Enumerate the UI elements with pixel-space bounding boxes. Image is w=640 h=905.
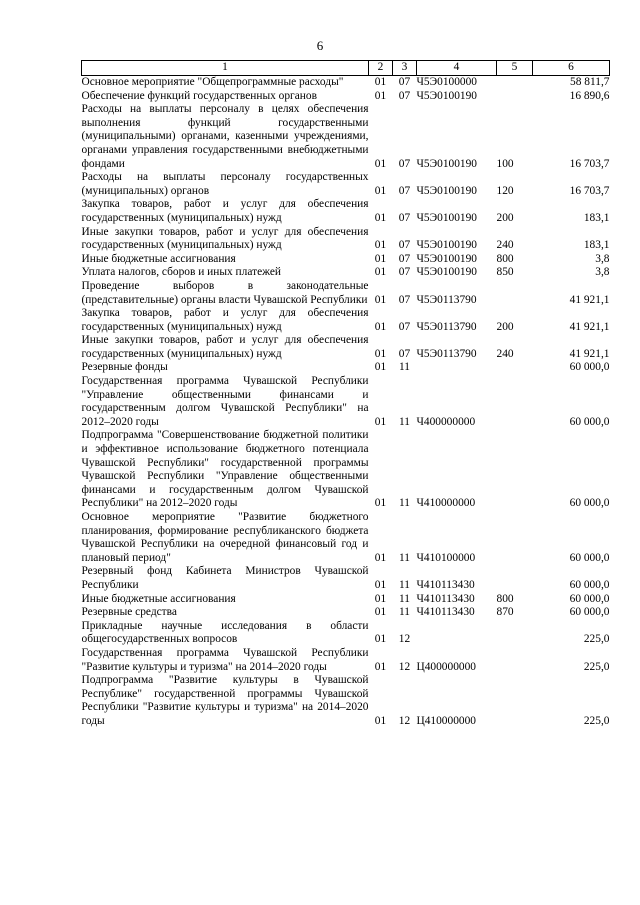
table-row [82, 103, 610, 171]
row-subsection: 07 [398, 347, 411, 360]
row-name: Резервные средства [81, 606, 177, 619]
header-col-1: 1 [82, 61, 369, 76]
row-amount: 41 921,1 [569, 347, 610, 360]
row-name: Иные бюджетные ассигнования [81, 592, 236, 605]
row-section: 01 [374, 361, 387, 374]
row-name: Иные закупки товаров, работ и услуг для обеспечения государственных (муниципальных) нужд [81, 334, 369, 360]
table-row [82, 361, 610, 375]
row-section: 01 [374, 497, 387, 510]
table-row [82, 620, 610, 647]
row-name: Иные закупки товаров, работ и услуг для обеспечения государственных (муниципальных) нужд [81, 225, 369, 252]
table-row [82, 429, 610, 511]
row-expense-type: 200 [496, 320, 514, 333]
row-amount: 60 000,0 [569, 592, 610, 605]
row-subsection: 11 [399, 578, 410, 591]
row-name: Основное мероприятие "Развитие бюджетного планирования, формирование республиканского бюджета Чувашской Республики на очередной финансовый год и плановый период" [81, 511, 369, 564]
row-amount: 41 921,1 [569, 320, 610, 333]
row-target-article: Ч5Э0100190 [416, 266, 477, 279]
page-number: 6 [316, 38, 324, 53]
row-target-article: Ч410113430 [416, 578, 475, 591]
row-expense-type: 800 [496, 252, 514, 265]
row-amount: 16 703,7 [569, 184, 610, 197]
row-expense-type: 100 [496, 157, 514, 170]
row-target-article: Ч410000000 [416, 497, 476, 510]
row-section: 01 [374, 184, 387, 197]
row-amount: 183,1 [583, 211, 610, 224]
row-amount: 60 000,0 [569, 415, 610, 428]
row-subsection: 07 [398, 76, 411, 88]
table-row [82, 90, 610, 104]
row-name: Закупка товаров, работ и услуг для обеспечения государственных (муниципальных) нужд [81, 307, 369, 333]
row-subsection: 07 [398, 184, 411, 197]
row-subsection: 07 [398, 252, 411, 265]
row-amount: 60 000,0 [569, 361, 610, 374]
row-name: Основное мероприятие "Общепрограммные расходы" [81, 76, 344, 88]
row-section: 01 [374, 76, 387, 88]
row-amount: 58 811,7 [570, 76, 610, 88]
row-subsection: 12 [398, 660, 411, 673]
row-target-article: Ч410100000 [416, 551, 476, 564]
row-section: 01 [374, 293, 387, 306]
row-target-article: Ч5Э0100190 [416, 157, 477, 170]
row-target-article: Ч5Э0100000 [416, 76, 477, 88]
row-amount: 183,1 [583, 239, 610, 252]
row-target-article: Ч400000000 [416, 415, 476, 428]
row-target-article [417, 361, 497, 375]
row-target-article: Ч5Э0113790 [416, 320, 477, 333]
row-subsection: 12 [398, 714, 411, 727]
row-section: 01 [374, 551, 387, 564]
row-section: 01 [374, 157, 387, 170]
row-expense-type [497, 375, 533, 429]
table-row [82, 266, 610, 280]
table-row [82, 674, 610, 728]
table-row [82, 171, 610, 198]
row-subsection: 11 [399, 415, 410, 428]
row-subsection: 11 [399, 606, 410, 619]
row-target-article: Ч5Э0100190 [416, 252, 477, 265]
row-expense-type: 850 [496, 266, 514, 279]
row-amount: 41 921,1 [569, 293, 610, 306]
table-row [82, 593, 610, 607]
table-row [82, 606, 610, 620]
table-row [82, 511, 610, 565]
table-row [82, 280, 610, 307]
table-row [82, 198, 610, 225]
row-section: 01 [374, 633, 387, 646]
row-target-article: Ч410113430 [416, 592, 475, 605]
row-name: Проведение выборов в законодательные (представительные) органы власти Чувашской Республики [81, 279, 369, 306]
row-target-article: Ч5Э0113790 [416, 347, 477, 360]
row-amount: 225,0 [583, 660, 610, 673]
row-name: Резервный фонд Кабинета Министров Чувашской Республики [81, 565, 369, 591]
row-target-article [417, 620, 497, 647]
row-expense-type [497, 674, 533, 728]
row-expense-type [497, 620, 533, 647]
row-name: Расходы на выплаты персоналу государственных (муниципальных) органов [81, 171, 369, 197]
row-name: Резервные фонды [81, 361, 168, 374]
row-subsection: 07 [398, 89, 411, 102]
row-target-article: Ч5Э0100190 [416, 184, 477, 197]
row-name: Расходы на выплаты персоналу в целях обеспечения выполнения функций государственными (муниципальными) органами, казенными учреждениями, органами управления государственными внебюджетными фондами [81, 103, 369, 170]
table-header-row [82, 61, 610, 76]
row-name: Подпрограмма "Развитие культуры в Чувашской Республике" государственной программы Чувашской Республики "Развитие культуры и туризма" на 2014–2020 годы [81, 674, 369, 727]
row-target-article: Ц400000000 [416, 660, 476, 673]
row-section: 01 [374, 660, 387, 673]
table-body [82, 76, 610, 729]
row-name: Уплата налогов, сборов и иных платежей [81, 266, 281, 279]
row-subsection: 11 [399, 497, 410, 510]
row-section: 01 [374, 239, 387, 252]
row-expense-type: 870 [496, 606, 514, 619]
row-amount: 225,0 [583, 633, 610, 646]
row-amount: 3,8 [595, 266, 610, 279]
row-amount: 16 890,6 [569, 89, 610, 102]
row-amount: 16 703,7 [569, 157, 610, 170]
row-section: 01 [374, 578, 387, 591]
row-subsection: 11 [399, 361, 410, 374]
row-name: Государственная программа Чувашской Республики "Управление общественными финансами и государственным долгом Чувашской Республики" на 2012–2020 годы [81, 375, 369, 428]
row-name: Государственная программа Чувашской Республики "Развитие культуры и туризма" на 2014–2020 годы [81, 646, 369, 673]
row-amount: 60 000,0 [569, 578, 610, 591]
header-col-4: 4 [417, 61, 497, 76]
header-col-3: 3 [393, 61, 417, 76]
row-target-article: Ч5Э0100190 [416, 211, 477, 224]
row-subsection: 11 [399, 551, 410, 564]
row-amount: 60 000,0 [569, 606, 610, 619]
table-row [82, 226, 610, 253]
table-row [82, 647, 610, 674]
row-name: Иные бюджетные ассигнования [81, 252, 236, 265]
row-expense-type: 240 [496, 347, 514, 360]
table-row [82, 565, 610, 592]
row-amount: 3,8 [595, 252, 610, 265]
row-section: 01 [374, 320, 387, 333]
row-expense-type: 800 [496, 592, 514, 605]
row-subsection: 07 [398, 211, 411, 224]
row-target-article: Ч5Э0113790 [416, 293, 477, 306]
row-expense-type: 240 [496, 239, 514, 252]
table-row [82, 334, 610, 361]
row-expense-type [497, 361, 533, 375]
row-section: 01 [374, 211, 387, 224]
row-target-article: Ч5Э0100190 [416, 89, 477, 102]
row-name: Прикладные научные исследования в области общегосударственных вопросов [81, 619, 369, 646]
row-target-article: Ч5Э0100190 [416, 239, 477, 252]
row-target-article: Ц410000000 [416, 714, 476, 727]
row-section: 01 [374, 266, 387, 279]
row-expense-type [497, 90, 533, 104]
header-col-2: 2 [369, 61, 393, 76]
row-expense-type [497, 647, 533, 674]
row-section: 01 [374, 415, 387, 428]
row-name: Закупка товаров, работ и услуг для обеспечения государственных (муниципальных) нужд [81, 198, 369, 224]
row-amount: 225,0 [583, 714, 610, 727]
row-subsection: 07 [398, 266, 411, 279]
row-section: 01 [374, 606, 387, 619]
row-expense-type [497, 565, 533, 592]
header-col-6: 6 [533, 61, 610, 76]
row-subsection: 07 [398, 320, 411, 333]
header-col-5: 5 [497, 61, 533, 76]
row-section: 01 [374, 89, 387, 102]
row-expense-type: 120 [496, 184, 514, 197]
table-row [82, 375, 610, 429]
row-amount: 60 000,0 [569, 497, 610, 510]
row-subsection: 11 [399, 592, 410, 605]
row-section: 01 [374, 714, 387, 727]
row-target-article: Ч410113430 [416, 606, 475, 619]
row-expense-type: 200 [496, 211, 514, 224]
budget-table [81, 60, 610, 729]
row-expense-type [497, 511, 533, 565]
row-amount: 60 000,0 [569, 551, 610, 564]
table-row [82, 253, 610, 267]
row-subsection: 12 [398, 633, 411, 646]
row-subsection: 07 [398, 157, 411, 170]
table-row [82, 307, 610, 334]
row-section: 01 [374, 592, 387, 605]
row-expense-type [497, 280, 533, 307]
table-row [82, 76, 610, 90]
row-subsection: 07 [398, 239, 411, 252]
row-name: Подпрограмма "Совершенствование бюджетной политики и эффективное использование бюджетного потенциала Чувашской Республики" государственной программы Чувашской Республики "Управление общественными финансами и государственным долгом Чувашской Республики" на 2012–2020 годы [81, 429, 369, 510]
row-expense-type [497, 76, 533, 90]
row-section: 01 [374, 252, 387, 265]
row-subsection: 07 [398, 293, 411, 306]
row-section: 01 [374, 347, 387, 360]
row-expense-type [497, 429, 533, 511]
row-name: Обеспечение функций государственных органов [81, 89, 317, 102]
